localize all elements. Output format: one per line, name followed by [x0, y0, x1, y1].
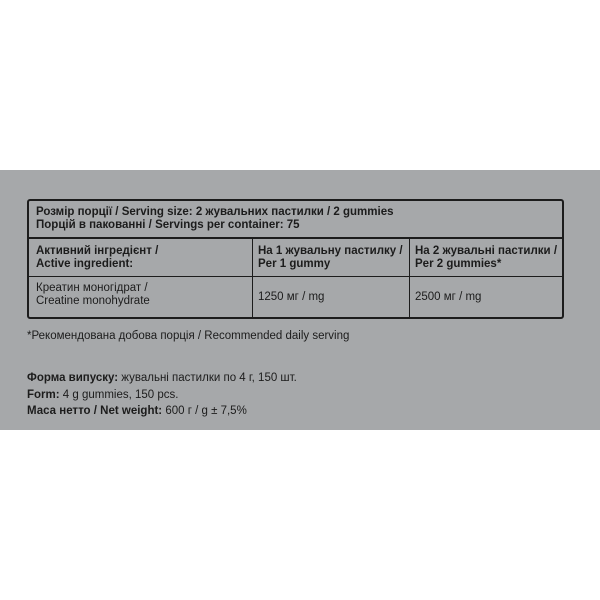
header-per-1-en: Per 1 gummy: [258, 257, 331, 270]
table-row: [29, 277, 562, 317]
header-ingredient: [29, 239, 252, 276]
detail-value: жувальні пастилки по 4 г, 150 шт.: [118, 372, 297, 384]
header-per-2-ua: На 2 жувальні пастилки /: [415, 245, 558, 257]
ingredient-cell: [29, 277, 252, 317]
detail-label: Form:: [27, 388, 60, 401]
detail-form-en: [27, 387, 297, 404]
ingredient-ua: Креатин моногідрат /: [36, 282, 148, 294]
servings-per-container: Порцій в пакованні / Servings per container: 75: [36, 218, 300, 231]
detail-value: 600 г / g ± 7,5%: [162, 405, 247, 417]
detail-value: 4 g gummies, 150 pcs.: [59, 388, 179, 401]
supplement-facts-table: [27, 199, 564, 319]
header-ingredient-en: Active ingredient:: [36, 257, 134, 270]
per-1-value: 1250 мг / mg: [252, 277, 409, 317]
table-header-row: [29, 239, 562, 277]
header-per-1-ua: На 1 жувальну пастилку /: [258, 245, 403, 257]
header-ingredient-ua: Активний інгредієнт /: [36, 245, 159, 257]
header-per-2-en: Per 2 gummies*: [415, 257, 502, 270]
detail-form-ua: [27, 370, 297, 387]
per-2-value: 2500 мг / mg: [409, 277, 562, 317]
detail-label: Маса нетто / Net weight:: [27, 405, 163, 417]
daily-serving-footnote: *Рекомендована добова порція / Recommended daily serving: [27, 330, 350, 342]
product-details: [27, 370, 297, 420]
header-per-1: [252, 239, 409, 276]
serving-size: Розмір порції / Serving size: 2 жувальних пастилки / 2 gummies: [36, 206, 394, 218]
ingredient-en: Creatine monohydrate: [36, 294, 150, 307]
header-per-2: [409, 239, 562, 276]
serving-info: [29, 201, 562, 239]
label-panel: [0, 170, 600, 430]
detail-net-weight: [27, 403, 297, 420]
detail-label: Форма випуску:: [27, 372, 119, 384]
